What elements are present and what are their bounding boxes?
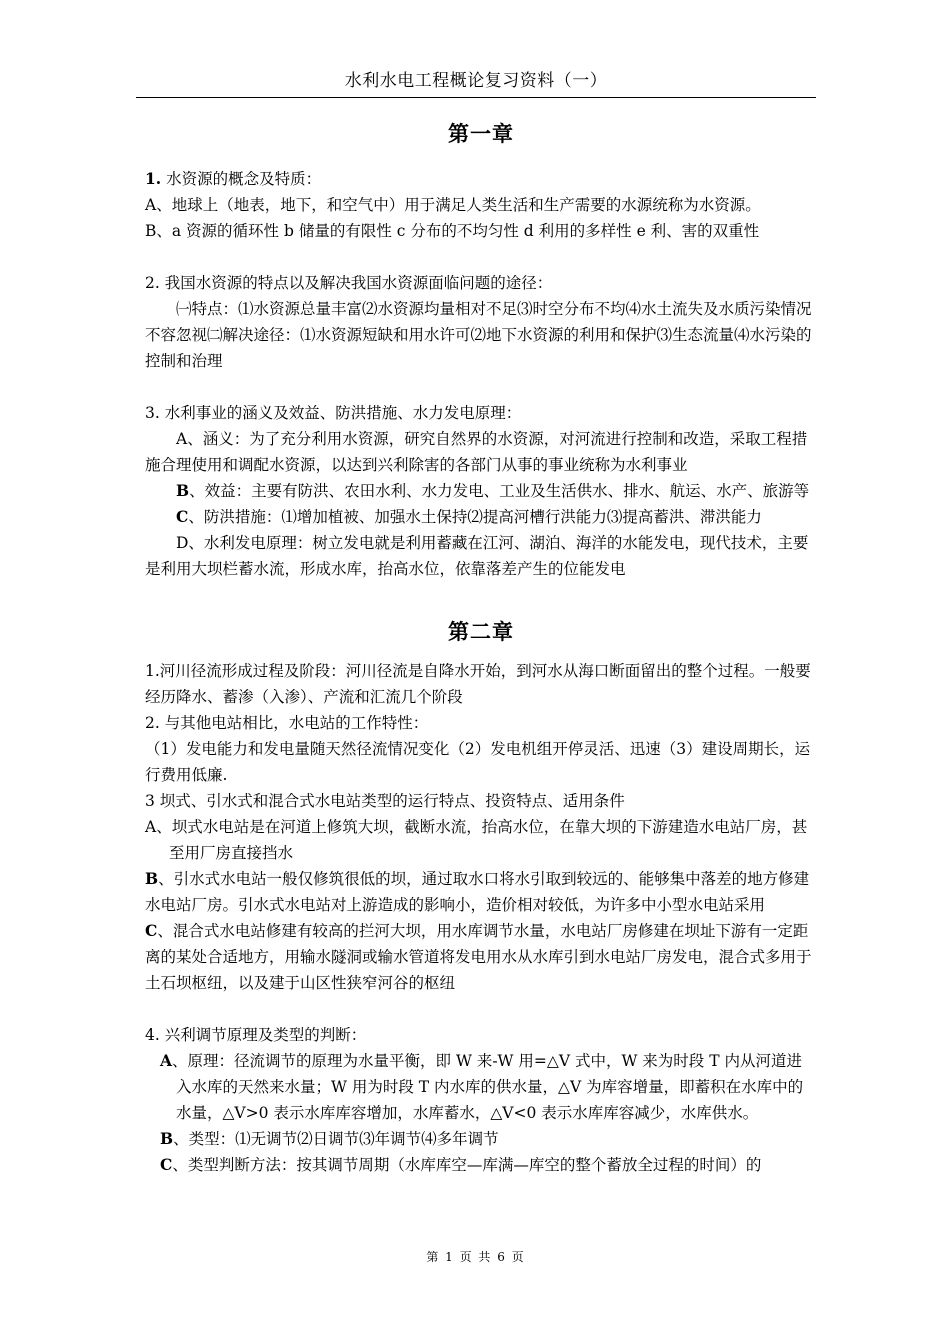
ch2-q3-title: 3 坝式、引水式和混合式水电站类型的运行特点、投资特点、适用条件	[145, 792, 625, 810]
ch1-q3-answer-b	[145, 478, 817, 504]
ch2-q3-b-text: 、引水式水电站一般仅修筑很低的坝，通过取水口将水引取到较远的、能够集中落差的地方修建水电站厂房。引水式水电站对上游造成的影响小，造价相对较低，为许多中小型水电站采用	[145, 870, 810, 914]
ch1-q3-answer-c	[145, 504, 817, 530]
ch2-q3-b-label: B	[145, 869, 159, 888]
ch2-q4-answer-a	[145, 1048, 817, 1126]
ch1-q1-number: 1.	[145, 169, 162, 188]
ch2-q3-answer-b	[145, 866, 817, 918]
ch1-q1-heading	[145, 166, 817, 192]
chapter-1-title: 第一章	[448, 121, 514, 146]
ch2-q4-b-label: B	[160, 1129, 174, 1148]
ch1-q3-answer-a: A、涵义：为了充分利用水资源，研究自然界的水资源，对河流进行控制和改造，采取工程措施合理使用和调配水资源，以达到兴利除害的各部门从事的事业统称为水利事业	[145, 430, 808, 474]
ch2-q4-c-label: C	[160, 1155, 173, 1174]
ch2-q3-answer-c	[145, 918, 817, 996]
ch2-q3-c-label: C	[145, 921, 158, 940]
ch2-q4-a-label: A	[160, 1051, 173, 1070]
ch2-q4-b-text: 、类型：⑴无调节⑵日调节⑶年调节⑷多年调节	[173, 1130, 499, 1148]
ch1-q3-title: 3. 水利事业的涵义及效益、防洪措施、水力发电原理：	[145, 404, 522, 422]
ch2-q3-answer-a: A、坝式水电站是在河道上修筑大坝，截断水流，抬高水位，在靠大坝的下游建造水电站厂房，甚至用厂房直接挡水	[145, 818, 808, 862]
ch2-q2-title: 2. 与其他电站相比，水电站的工作特性：	[145, 714, 429, 732]
ch2-q4-answer-b	[145, 1126, 817, 1152]
ch2-q4-c-text: 、类型判断方法：按其调节周期（水库库空—库满—库空的整个蓄放全过程的时间）的	[172, 1156, 762, 1174]
ch1-q3-c-label: C	[176, 507, 189, 526]
ch1-q1-answer-b: B、a 资源的循环性 b 储量的有限性 c 分布的不均匀性 d 利用的多样性 e 利、害的双重性	[145, 222, 760, 240]
ch2-q4-a-text: 、原理：径流调节的原理为水量平衡，即 W 来-W 用=△V 式中，W 来为时段 T 内从河道进入水库的天然来水量；W 用为时段 T 内水库的供水量，△V 为库容增量，即蓄积在水库中的水量，△V>0 表示水库库容增加，水库蓄水，△V<0 表示水库库容减少，水库供水。	[172, 1052, 804, 1122]
page-header-title: 水利水电工程概论复习资料（一）	[136, 66, 816, 98]
ch1-q3-answer-d: D、水利发电原理：树立发电就是利用蓄藏在江河、湖泊、海洋的水能发电，现代技术，主要是利用大坝栏蓄水流，形成水库，抬高水位，依靠落差产生的位能发电	[145, 534, 809, 578]
page-footer-number: 第 1 页 共 6 页	[426, 1250, 524, 1264]
ch1-q3-b-label: B	[176, 481, 190, 500]
ch1-q3-b-text: 、效益：主要有防洪、农田水利、水力发电、工业及生活供水、排水、航运、水产、旅游等	[189, 482, 810, 500]
ch1-q1-title: 水资源的概念及特质：	[161, 170, 322, 188]
ch2-q4-answer-c	[145, 1152, 817, 1178]
ch2-q4-title: 4. 兴利调节原理及类型的判断：	[145, 1026, 367, 1044]
document-body	[145, 118, 817, 1178]
ch1-q3-c-text: 、防洪措施：⑴增加植被、加强水土保持⑵提高河槽行洪能力⑶提高蓄洪、滞洪能力	[188, 508, 762, 526]
ch2-q1: 1.河川径流形成过程及阶段：河川径流是自降水开始，到河水从海口断面留出的整个过程。一般要经历降水、蓄渗（入渗）、产流和汇流几个阶段	[145, 662, 811, 706]
ch2-q2-body: （1）发电能力和发电量随天然径流情况变化（2）发电机组开停灵活、迅速（3）建设周期长，运行费用低廉.	[145, 740, 811, 784]
ch1-q2-body: ㈠特点：⑴水资源总量丰富⑵水资源均量相对不足⑶时空分布不均⑷水土流失及水质污染情况不容忽视㈡解决途径：⑴水资源短缺和用水许可⑵地下水资源的利用和保护⑶生态流量⑷水污染的控制和治理	[145, 300, 812, 370]
ch2-q3-c-text: 、混合式水电站修建有较高的拦河大坝，用水库调节水量，水电站厂房修建在坝址下游有一定距离的某处合适地方，用输水隧洞或输水管道将发电用水从水库引到水电站厂房发电，混合式多用于土石坝枢纽，以及建于山区性狭窄河谷的枢纽	[145, 922, 812, 992]
ch1-q2-title: 2. 我国水资源的特点以及解决我国水资源面临问题的途径：	[145, 274, 553, 292]
ch1-q1-answer-a: A、地球上（地表，地下，和空气中）用于满足人类生活和生产需要的水源统称为水资源。	[145, 196, 761, 214]
chapter-2-title: 第二章	[448, 619, 514, 644]
